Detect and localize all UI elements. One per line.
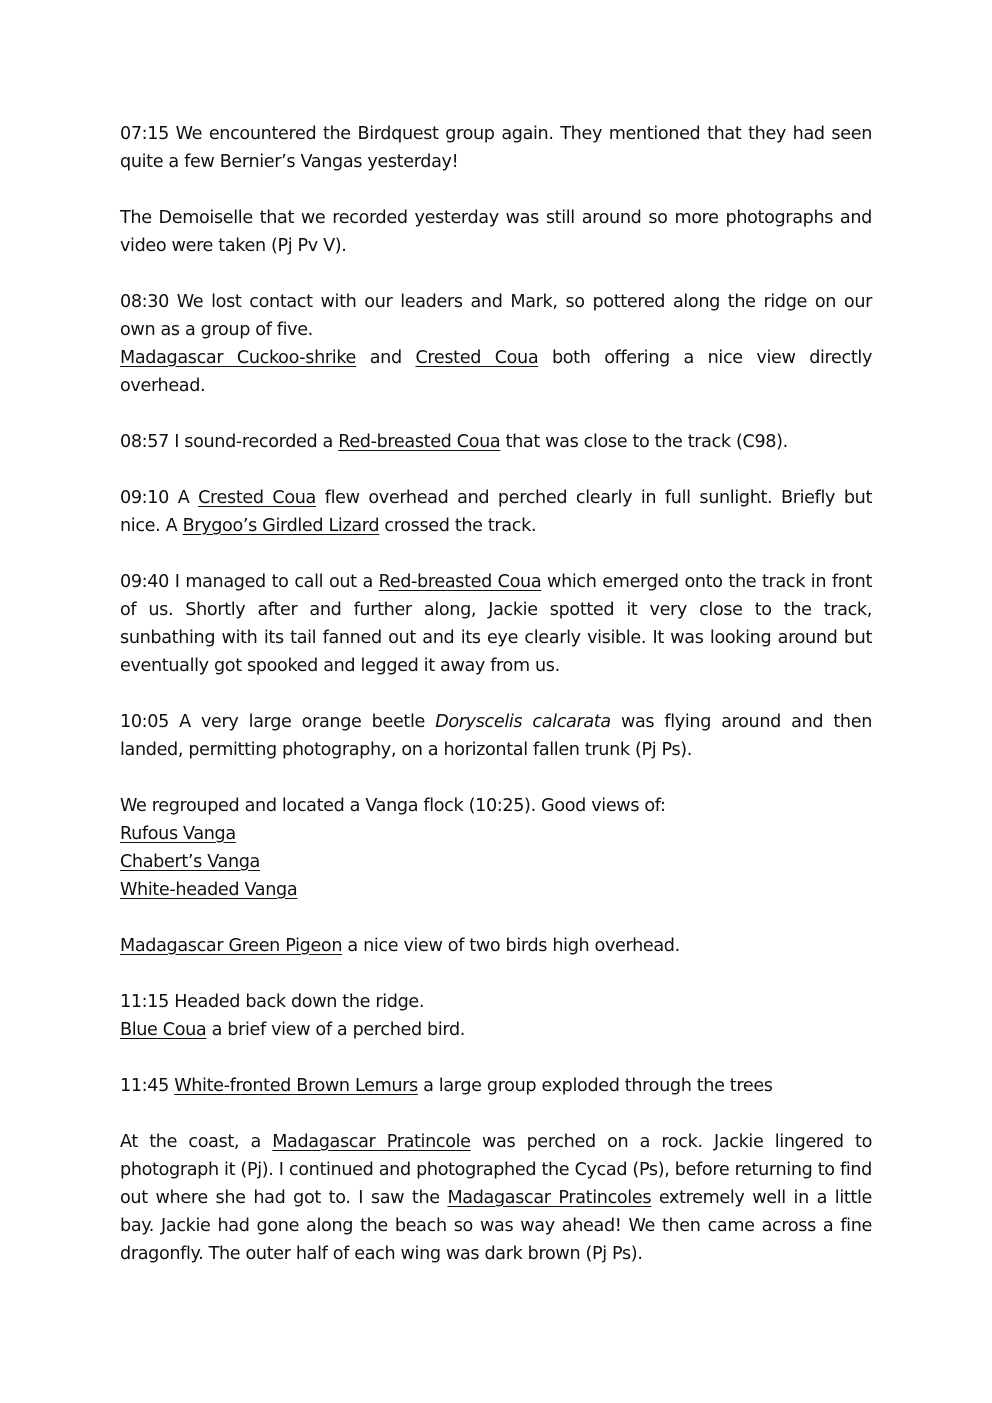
paragraph-line: 08:30 We lost contact with our leaders and Mark, so pottered along the ridge on our own as a group of five. xyxy=(120,292,872,340)
paragraph-text: was flying around and then landed, permitting photography, on a horizontal fallen trunk (Pj Ps). xyxy=(120,712,872,760)
paragraph-text: At the coast, a xyxy=(120,1132,273,1152)
paragraph-text: crossed the track. xyxy=(379,516,537,536)
paragraph-green-pigeon xyxy=(120,932,872,960)
paragraph-1005 xyxy=(120,708,872,764)
paragraph-text: flew overhead and perched clearly in full sunlight. Briefly but nice. A xyxy=(120,488,872,536)
species-name: Brygoo’s Girdled Lizard xyxy=(182,516,380,536)
paragraph-vanga-flock xyxy=(120,792,872,904)
species-list-item: Chabert’s Vanga xyxy=(120,852,260,872)
paragraph-text: 07:15 We encountered the Birdquest group again. They mentioned that they had seen quite a few Bernier’s Vangas yesterday! xyxy=(120,124,872,172)
species-name: Red-breasted Coua xyxy=(378,572,542,592)
paragraph-text: extremely well in a little bay. Jackie had gone along the beach so was way ahead! We then came across a fine dragonfly. The outer half of each wing was dark brown (Pj Ps). xyxy=(120,1188,872,1264)
paragraph-text: a nice view of two birds high overhead. xyxy=(342,936,680,956)
paragraph-text: 09:40 I managed to call out a xyxy=(120,572,379,592)
paragraph-text: both offering a nice view directly overhead. xyxy=(120,348,873,396)
paragraph-text: and xyxy=(356,348,416,368)
scientific-name: Doryscelis calcarata xyxy=(435,712,611,732)
species-name: Madagascar Pratincole xyxy=(272,1132,471,1152)
species-name: Blue Coua xyxy=(120,1020,207,1040)
species-name: Crested Coua xyxy=(198,488,316,508)
paragraph-1145 xyxy=(120,1072,872,1100)
paragraph-text: The Demoiselle that we recorded yesterday was still around so more photographs and video were taken (Pj Pv V). xyxy=(120,208,872,256)
paragraph-0715 xyxy=(120,120,872,176)
paragraph-text: a large group exploded through the trees xyxy=(417,1076,773,1096)
paragraph-0910 xyxy=(120,484,872,540)
paragraph-text: 09:10 A xyxy=(120,488,199,508)
species-list-item: Rufous Vanga xyxy=(120,824,236,844)
species-name: Madagascar Pratincoles xyxy=(447,1188,652,1208)
species-list-item: White-headed Vanga xyxy=(120,880,298,900)
paragraph-0857 xyxy=(120,428,872,456)
paragraph-text: a brief view of a perched bird. xyxy=(206,1020,466,1040)
paragraph-0830 xyxy=(120,288,872,400)
paragraph-line: We regrouped and located a Vanga flock (10:25). Good views of: xyxy=(120,796,666,816)
paragraph-line: 11:15 Headed back down the ridge. xyxy=(120,992,425,1012)
species-name: Red-breasted Coua xyxy=(338,432,501,452)
paragraph-0940 xyxy=(120,568,872,680)
paragraph-text: that was close to the track (C98). xyxy=(500,432,788,452)
paragraph-text: 11:45 xyxy=(120,1076,175,1096)
species-name: Crested Coua xyxy=(415,348,539,368)
paragraph-text: 10:05 A very large orange beetle xyxy=(120,712,436,732)
document-page xyxy=(120,120,872,1296)
paragraph-demoiselle xyxy=(120,204,872,260)
species-name: Madagascar Cuckoo-shrike xyxy=(120,348,357,368)
paragraph-text: 08:57 I sound-recorded a xyxy=(120,432,339,452)
species-name: White-fronted Brown Lemurs xyxy=(174,1076,418,1096)
paragraph-text: which emerged onto the track in front of us. Shortly after and further along, Jackie spotted it very close to the track, sunbathing with its tail fanned out and its eye clearly visible. It was looking around but eventually got spooked and legged it away from us. xyxy=(120,572,873,676)
species-name: Madagascar Green Pigeon xyxy=(120,936,343,956)
paragraph-coast xyxy=(120,1128,872,1268)
paragraph-1115 xyxy=(120,988,872,1044)
paragraph-text: was perched on a rock. Jackie lingered to photograph it (Pj). I continued and photographed the Cycad (Ps), before returning to find out where she had got to. I saw the xyxy=(120,1132,872,1208)
